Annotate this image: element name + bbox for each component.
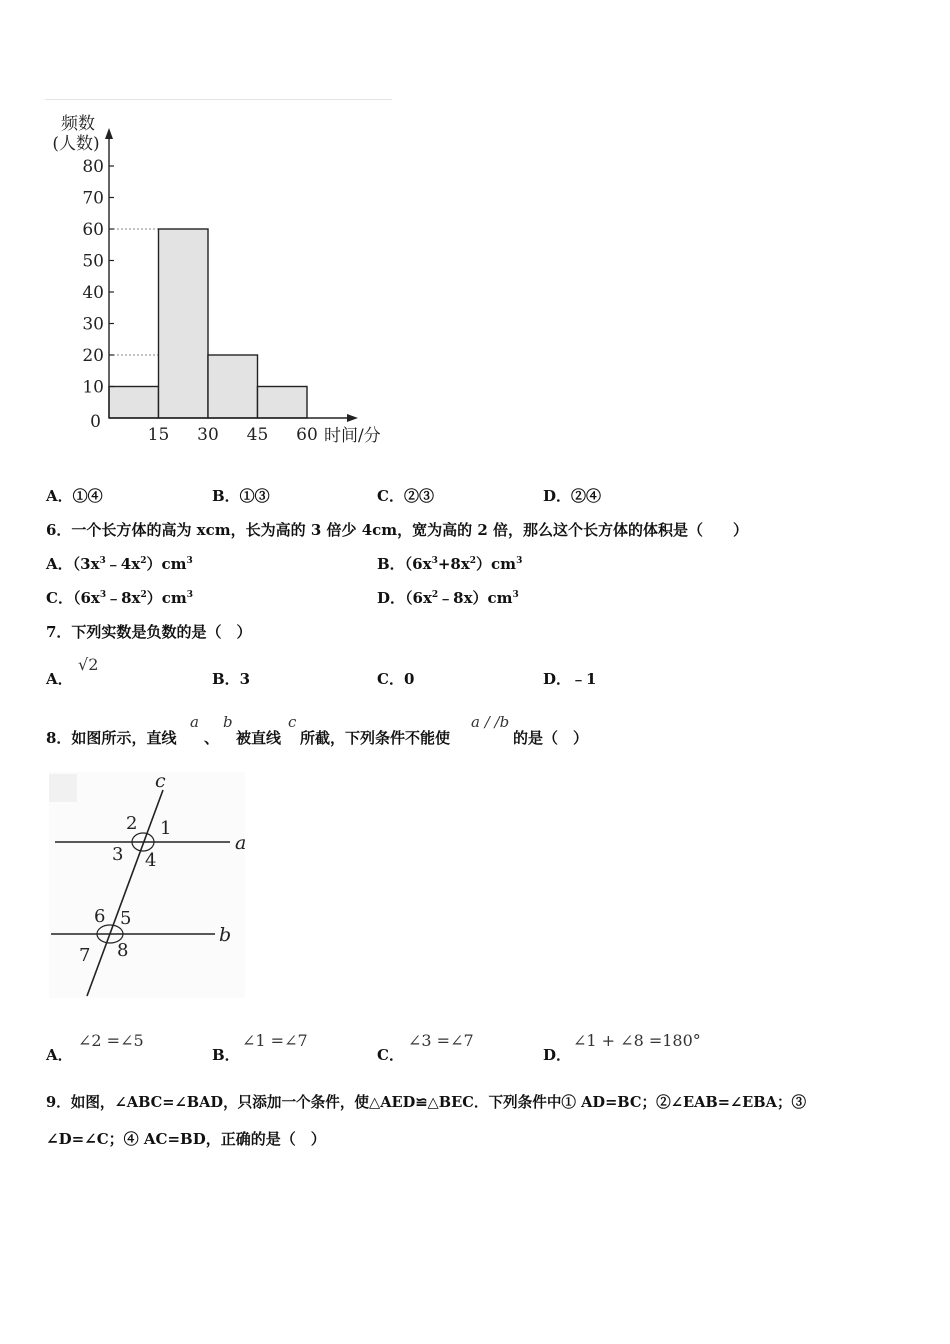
y-tick-label: 0 bbox=[90, 412, 101, 432]
angle-1-label: 1 bbox=[160, 818, 172, 839]
parallel-lines-figure bbox=[45, 768, 250, 1003]
q8-var-a: a bbox=[190, 713, 199, 731]
histogram-bars bbox=[109, 229, 307, 418]
q6-b-exp: 2 bbox=[469, 556, 477, 566]
angle-5-label: 5 bbox=[120, 908, 132, 929]
y-tick-label: 10 bbox=[82, 377, 104, 398]
q9-stem-line2: ∠D=∠C；④ AC=BD，正确的是（ ） bbox=[46, 1130, 326, 1148]
q8-option-a[interactable]: A． bbox=[46, 1046, 73, 1064]
q6-option-b[interactable] bbox=[377, 553, 522, 574]
q8-var-c: c bbox=[288, 713, 297, 731]
q8-stem-part1: 8．如图所示，直线 bbox=[46, 729, 177, 747]
x-axis-title: 时间/分 bbox=[324, 426, 381, 446]
q6-c-part: C．（6x bbox=[46, 589, 100, 607]
q8-option-d[interactable]: D． bbox=[543, 1046, 572, 1064]
q6-a-exp: 3 bbox=[99, 556, 106, 566]
histogram-bar-2 bbox=[159, 229, 209, 418]
q6-c-exp: 3 bbox=[186, 590, 194, 600]
angle-8-label: 8 bbox=[117, 940, 129, 961]
q8-stem-part4: 的是（ ） bbox=[513, 729, 589, 747]
q6-option-d[interactable] bbox=[377, 587, 519, 608]
q8-b-formula: ∠1 =∠7 bbox=[242, 1031, 308, 1050]
q9-stem-line1: 9．如图，∠ABC=∠BAD，只添加一个条件，使△AED≌△BEC．下列条件中① AD=BC；②∠EAB=∠EBA；③ bbox=[46, 1094, 807, 1111]
angle-3-label: 3 bbox=[112, 844, 124, 865]
y-tick-label: 20 bbox=[82, 346, 104, 366]
x-axis-arrow bbox=[347, 414, 358, 422]
y-tick-label: 80 bbox=[82, 157, 104, 177]
q7-stem: 7．下列实数是负数的是（ ） bbox=[46, 623, 252, 641]
q6-b-part: B．（6x bbox=[377, 555, 432, 573]
angle-4-label: 4 bbox=[145, 850, 157, 871]
y-axis-arrow bbox=[105, 128, 113, 139]
frequency-histogram bbox=[40, 108, 400, 453]
histogram-bar-3 bbox=[208, 355, 258, 418]
q8-var-b: b bbox=[223, 713, 233, 731]
y-tick-label: 30 bbox=[82, 314, 104, 335]
angle-7-label: 7 bbox=[79, 945, 91, 966]
q6-b-part: ）cm bbox=[476, 555, 517, 573]
q8-stem-part2: 被直线 bbox=[236, 729, 282, 747]
q6-b-part: +8x bbox=[437, 555, 470, 573]
figure-corner-mark bbox=[49, 774, 77, 802]
q6-b-exp: 3 bbox=[431, 556, 438, 566]
y-tick-label: 50 bbox=[82, 251, 104, 272]
q8-option-b[interactable]: B． bbox=[212, 1046, 240, 1064]
histogram-bar-1 bbox=[109, 387, 159, 419]
y-tick-label: 60 bbox=[82, 220, 104, 240]
q7-option-c[interactable]: C．0 bbox=[377, 670, 415, 688]
q6-d-exp: 2 bbox=[431, 590, 439, 600]
label-b: b bbox=[219, 924, 232, 946]
x-tick-label: 45 bbox=[246, 425, 269, 445]
q6-a-exp: 3 bbox=[186, 556, 193, 566]
q8-a-formula: ∠2 =∠5 bbox=[78, 1031, 144, 1050]
label-c: c bbox=[155, 770, 166, 792]
y-tick-label: 40 bbox=[82, 283, 104, 303]
q6-a-exp: 2 bbox=[140, 556, 147, 566]
q8-option-c[interactable]: C． bbox=[377, 1046, 404, 1064]
y-axis-title-line1: 频数 bbox=[61, 114, 95, 134]
q6-c-exp: 3 bbox=[99, 590, 107, 600]
q5-option-c[interactable]: C．②③ bbox=[377, 487, 434, 505]
y-axis-title-line2: (人数) bbox=[52, 134, 100, 154]
q6-b-exp: 3 bbox=[516, 556, 523, 566]
q8-d-formula: ∠1 + ∠8 =180° bbox=[573, 1031, 701, 1050]
q6-c-part: ）cm bbox=[146, 589, 187, 607]
angle-2-label: 2 bbox=[126, 813, 138, 834]
x-tick-label: 15 bbox=[147, 425, 170, 445]
q6-option-a[interactable] bbox=[46, 553, 193, 574]
angle-6-label: 6 bbox=[94, 906, 106, 927]
q5-option-b[interactable]: B．①③ bbox=[212, 487, 270, 505]
q5-option-a[interactable]: A．①④ bbox=[46, 487, 103, 505]
top-divider bbox=[45, 99, 392, 100]
q6-stem: 6．一个长方体的高为 xcm，长为高的 3 倍少 4cm，宽为高的 2 倍，那么这个长方体的体积是（ ） bbox=[46, 521, 749, 539]
q6-d-exp: 3 bbox=[512, 590, 519, 600]
label-a: a bbox=[235, 832, 247, 854]
q7-a-formula: √2 bbox=[78, 655, 99, 674]
q7-option-a[interactable]: A． bbox=[46, 670, 73, 688]
q6-c-part: ﹣8x bbox=[106, 589, 141, 607]
q8-separator: 、 bbox=[204, 729, 220, 747]
q6-a-part: ）cm bbox=[146, 555, 187, 573]
q5-option-d[interactable]: D．②④ bbox=[543, 487, 602, 505]
q8-parallel-formula: a / /b bbox=[471, 713, 510, 731]
q8-stem-part3: 所截，下列条件不能使 bbox=[300, 729, 451, 747]
histogram-bar-4 bbox=[258, 387, 308, 419]
x-tick-labels bbox=[148, 425, 318, 445]
q7-option-d[interactable]: D．﹣1 bbox=[543, 670, 597, 688]
x-tick-label: 60 bbox=[296, 425, 318, 445]
q6-a-part: A．（3x bbox=[46, 555, 100, 573]
q7-option-b[interactable]: B．3 bbox=[212, 670, 251, 688]
y-tick-label: 70 bbox=[82, 188, 104, 209]
q8-c-formula: ∠3 =∠7 bbox=[408, 1031, 474, 1050]
q6-option-c[interactable] bbox=[46, 587, 193, 608]
x-tick-label: 30 bbox=[197, 425, 219, 445]
q6-d-part: ﹣8x）cm bbox=[438, 589, 513, 607]
q6-c-exp: 2 bbox=[140, 590, 147, 600]
q6-d-part: D．（6x bbox=[377, 589, 432, 607]
q6-a-part: ﹣4x bbox=[105, 555, 141, 573]
